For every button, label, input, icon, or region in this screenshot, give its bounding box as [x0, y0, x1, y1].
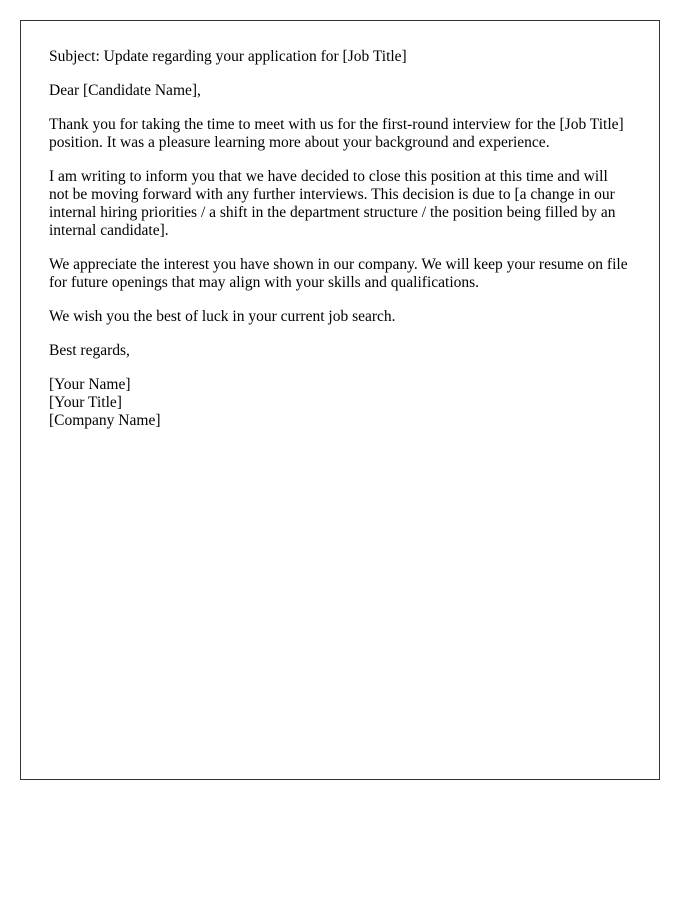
- signature-company: [Company Name]: [49, 412, 161, 429]
- letter-greeting: Dear [Candidate Name],: [49, 82, 201, 99]
- letter-paragraph-3: We appreciate the interest you have shown in our company. We will keep your resume on file for future openings that may align with your skills and qualifications.: [49, 256, 628, 291]
- letter-paragraph-1: Thank you for taking the time to meet with us for the first-round interview for the [Job Title] position. It was a pleasure learning more about your background and experience.: [49, 116, 624, 151]
- letter-page: [20, 20, 660, 780]
- letter-closing: Best regards,: [49, 342, 130, 359]
- letter-paragraph-2: I am writing to inform you that we have decided to close this position at this time and will not be moving forward with any further interviews. This decision is due to [a change in our internal hiring priorities / a shift in the department structure / the position being filled by an internal candidate].: [49, 168, 616, 239]
- letter-paragraph-4: We wish you the best of luck in your current job search.: [49, 308, 396, 325]
- signature-block: [49, 376, 631, 430]
- signature-name: [Your Name]: [49, 376, 131, 393]
- signature-title: [Your Title]: [49, 394, 122, 411]
- letter-subject: Subject: Update regarding your application for [Job Title]: [49, 48, 407, 65]
